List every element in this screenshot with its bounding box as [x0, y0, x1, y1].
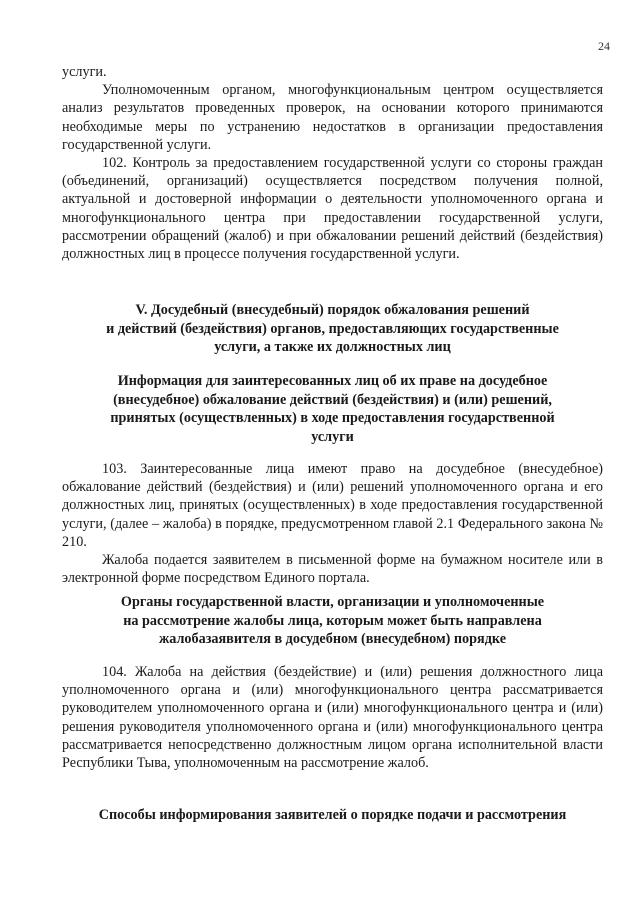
- paragraph-analysis: Уполномоченным органом, многофункциональным центром осуществляется анализ результатов проведенных проверок, на основании которого принимаются необходимые меры по устранению недостатков в организации предоставления государственной услуги.: [62, 82, 603, 153]
- heading-line: принятых (осуществленных) в ходе предоставления государственной: [110, 410, 555, 426]
- page-number: 24: [598, 39, 610, 53]
- heading-line: Органы государственной власти, организации и уполномоченные: [120, 594, 545, 610]
- section-heading: [62, 301, 603, 357]
- heading-line: Способы информирования заявителей о порядке подачи и рассмотрения: [98, 807, 567, 823]
- text-block-monitoring: [62, 63, 603, 263]
- subsection-heading-ways: [62, 806, 603, 825]
- text-block-review: [62, 663, 603, 772]
- paragraph-continuation: услуги.: [62, 64, 107, 80]
- paragraph-102: 102. Контроль за предоставлением государственной услуги со стороны граждан (объединений, организаций) осуществляется посредством получения полной, актуальной и достоверной информации о деятельности уполномоченного органа и многофункционального центра при предоставлении государственной услуги, рассмотрении обращений (жалоб) и при обжаловании решений действий (бездействия) должностных лиц в процессе получения государственной услуги.: [62, 155, 603, 263]
- subsection-heading-info: [62, 372, 603, 446]
- heading-line: Информация для заинтересованных лиц об их праве на досудебное: [117, 373, 548, 389]
- paragraph-complaint-form: Жалоба подается заявителем в письменной форме на бумажном носителе или в электронной форме посредством Единого портала.: [62, 552, 603, 587]
- paragraph-104: 104. Жалоба на действия (бездействие) и (или) решения должностного лица уполномоченного органа и (или) многофункционального центра рассматривается руководителем уполномоченного органа и (или) многофункционального центра и (или) решения руководителя уполномоченного органа и (или) многофункционального центра рассматривается непосредственно должностным лицом органа исполнительной власти Республики Тыва, уполномоченным на рассмотрение жалоб.: [62, 664, 603, 772]
- section-heading-line: V. Досудебный (внесудебный) порядок обжалования решений: [135, 302, 530, 318]
- text-block-appeal: [62, 460, 603, 587]
- subsection-heading-organs: [62, 593, 603, 649]
- heading-line: услуги: [311, 428, 354, 445]
- paragraph-103: 103. Заинтересованные лица имеют право на досудебное (внесудебное) обжалование действий (бездействия) и (или) решений уполномоченного органа и его должностных лиц, принятых (осуществленных) в ходе предоставления государственной услуги, (далее – жалоба) в порядке, предусмотренном главой 2.1 Федерального закона № 210.: [62, 461, 603, 550]
- section-heading-line: и действий (бездействия) органов, предоставляющих государственные: [106, 320, 559, 337]
- section-heading-line: услуги, а также их должностных лиц: [214, 339, 451, 355]
- heading-line: (внесудебное) обжалование действий (бездействия) и (или) решений,: [113, 391, 552, 408]
- heading-line: жалобазаявителя в досудебном (внесудебном) порядке: [158, 631, 507, 647]
- heading-line: на рассмотрение жалобы лица, которым может быть направлена: [123, 612, 542, 629]
